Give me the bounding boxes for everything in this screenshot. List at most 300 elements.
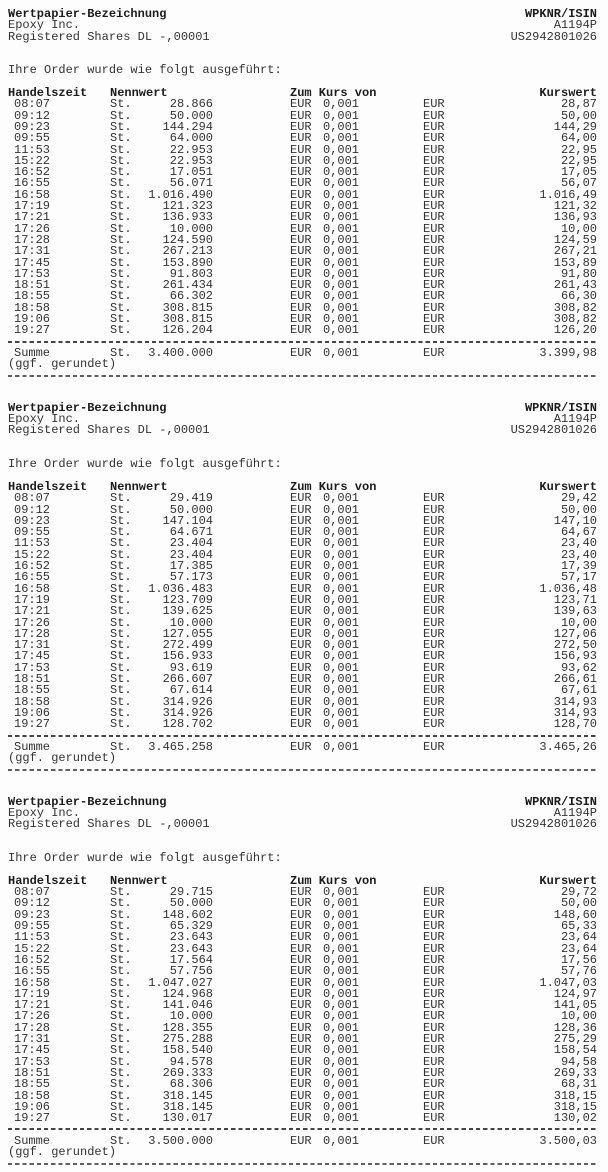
quantity: 314.926 (162, 694, 213, 709)
spacer (213, 921, 290, 932)
currency-label-2: EUR (423, 1009, 445, 1024)
spacer (359, 269, 423, 280)
unit-label: St. (110, 1054, 132, 1069)
trade-time: 17:26 (14, 615, 51, 630)
currency-label: EUR (290, 705, 312, 720)
col-zum-kurs-von: Zum Kurs von (290, 479, 377, 494)
identifier-info (511, 9, 597, 43)
trade-time: 18:51 (14, 278, 51, 293)
price: 0,001 (323, 153, 360, 168)
trade-time: 11:53 (14, 142, 51, 157)
price: 0,001 (323, 638, 360, 653)
currency-label: EUR (290, 570, 312, 585)
spacer (213, 887, 290, 898)
trade-time: 16:58 (14, 975, 51, 990)
spacer (213, 898, 290, 909)
spacer (359, 303, 423, 314)
price: 0,001 (323, 491, 360, 506)
spacer (359, 1000, 423, 1011)
trade-time: 17:28 (14, 626, 51, 641)
market-value: 10,00 (560, 221, 597, 236)
trade-time: 17:28 (14, 1020, 51, 1035)
quantity: 139.625 (162, 604, 213, 619)
market-value: 1.047,03 (539, 975, 597, 990)
market-value: 17,05 (560, 165, 597, 180)
currency-label: EUR (290, 626, 312, 641)
quantity: 124.590 (162, 232, 213, 247)
currency-label: EUR (290, 119, 312, 134)
col-nennwert: Nennwert (110, 479, 168, 494)
sum-currency-label: EUR (290, 345, 312, 360)
trade-time: 16:55 (14, 176, 51, 191)
price: 0,001 (323, 694, 360, 709)
trade-time: 09:12 (14, 896, 51, 911)
price: 0,001 (323, 1099, 360, 1114)
quantity: 57.173 (169, 570, 213, 585)
currency-label: EUR (290, 278, 312, 293)
spacer (213, 269, 290, 280)
sum-currency-label-2: EUR (423, 1133, 445, 1148)
spacer (359, 651, 423, 662)
spacer (359, 1102, 423, 1113)
sum-quantity: 3.400.000 (148, 345, 213, 360)
wkn-value: A1194P (553, 412, 597, 427)
market-value: 23,40 (560, 536, 597, 551)
trade-time: 18:58 (14, 694, 51, 709)
quantity: 50.000 (169, 108, 213, 123)
spacer (213, 111, 290, 122)
trade-time: 17:31 (14, 1032, 51, 1047)
isin-value: US2942801026 (510, 423, 597, 438)
sum-quantity: 3.500.000 (148, 1133, 213, 1148)
quantity: 126.204 (162, 323, 213, 338)
market-value: 10,00 (560, 1009, 597, 1024)
spacer (213, 538, 290, 549)
trade-time: 17:21 (14, 998, 51, 1013)
unit-label: St. (110, 165, 132, 180)
market-value: 308,82 (553, 300, 597, 315)
trade-time: 17:45 (14, 649, 51, 664)
wpknr-isin-label: WPKNR/ISIN (524, 794, 597, 809)
unit-label: St. (110, 896, 132, 911)
order-block (8, 400, 597, 771)
unit-label: St. (110, 97, 132, 112)
security-info (8, 400, 210, 438)
market-value: 23,40 (560, 547, 597, 562)
trade-time: 17:31 (14, 244, 51, 259)
price: 0,001 (323, 615, 360, 630)
price: 0,001 (323, 289, 360, 304)
unit-label: St. (110, 1088, 132, 1103)
currency-label: EUR (290, 266, 312, 281)
dashed-separator-top (8, 1128, 597, 1130)
quantity: 10.000 (169, 615, 213, 630)
spacer (213, 133, 290, 144)
market-value: 66,30 (560, 289, 597, 304)
security-header (8, 400, 597, 438)
currency-label-2: EUR (423, 1077, 445, 1092)
quantity: 91.803 (169, 266, 213, 281)
col-handelszeit: Handelszeit (8, 86, 88, 101)
currency-label: EUR (290, 581, 312, 596)
spacer (213, 550, 290, 561)
spacer (359, 156, 423, 167)
security-description: Registered Shares DL -,00001 (8, 29, 210, 44)
price: 0,001 (323, 683, 360, 698)
price: 0,001 (323, 649, 360, 664)
quantity: 318.145 (162, 1099, 213, 1114)
sum-market-value: 3.500,03 (539, 1133, 597, 1148)
spacer (359, 314, 423, 325)
trade-time: 15:22 (14, 153, 51, 168)
currency-label: EUR (290, 323, 312, 338)
market-value: 124,59 (553, 232, 597, 247)
quantity: 1.036.483 (148, 581, 213, 596)
quantity: 144.294 (162, 119, 213, 134)
spacer (359, 550, 423, 561)
trade-time: 08:07 (14, 97, 51, 112)
quantity: 1.016.490 (148, 187, 213, 202)
spacer (359, 618, 423, 629)
spacer (213, 280, 290, 291)
unit-label: St. (110, 244, 132, 259)
quantity: 57.756 (169, 964, 213, 979)
unit-label: St. (110, 952, 132, 967)
spacer (213, 190, 290, 201)
table-row (8, 325, 597, 336)
identifier-info (510, 794, 597, 832)
spacer (213, 708, 290, 719)
unit-label: St. (110, 131, 132, 146)
currency-label: EUR (290, 221, 312, 236)
spacer (213, 505, 290, 516)
market-value: 267,21 (553, 244, 597, 259)
order-execution-document (8, 9, 597, 1165)
spacer (213, 201, 290, 212)
wkn-value: A1194P (553, 806, 597, 821)
market-value: 64,67 (560, 525, 597, 540)
sum-market-value: 3.465,26 (539, 739, 597, 754)
currency-label-2: EUR (423, 199, 445, 214)
trade-time: 19:27 (14, 323, 51, 338)
security-info (8, 794, 210, 832)
quantity: 141.046 (162, 998, 213, 1013)
trade-time: 17:21 (14, 604, 51, 619)
trade-time: 16:52 (14, 952, 51, 967)
spacer (359, 898, 423, 909)
price: 0,001 (323, 1020, 360, 1035)
trade-time: 16:55 (14, 570, 51, 585)
quantity: 23.404 (169, 547, 213, 562)
trade-time: 17:21 (14, 210, 51, 225)
spacer (359, 201, 423, 212)
security-name: Epoxy Inc. (8, 806, 81, 821)
spacer (213, 156, 290, 167)
currency-label-2: EUR (423, 896, 445, 911)
spacer (213, 246, 290, 257)
price: 0,001 (323, 660, 360, 675)
sum-price: 0,001 (323, 345, 360, 360)
currency-label: EUR (290, 1099, 312, 1114)
spacer (213, 651, 290, 662)
price: 0,001 (323, 885, 360, 900)
currency-label: EUR (290, 513, 312, 528)
spacer (359, 989, 423, 1000)
market-value: 10,00 (560, 615, 597, 630)
rounded-note: (ggf. gerundet) (8, 357, 117, 372)
market-value: 50,00 (560, 896, 597, 911)
currency-label-2: EUR (423, 131, 445, 146)
currency-label: EUR (290, 683, 312, 698)
unit-label: St. (110, 705, 132, 720)
price: 0,001 (323, 300, 360, 315)
quantity: 10.000 (169, 1009, 213, 1024)
col-kurswert: Kurswert (539, 86, 597, 101)
spacer (359, 505, 423, 516)
unit-label: St. (110, 592, 132, 607)
trade-time: 15:22 (14, 547, 51, 562)
dashed-separator-bottom (8, 375, 597, 377)
spacer (213, 618, 290, 629)
quantity: 136.933 (162, 210, 213, 225)
trade-time: 17:53 (14, 660, 51, 675)
spacer (213, 966, 290, 977)
col-nennwert: Nennwert (110, 873, 168, 888)
price: 0,001 (323, 592, 360, 607)
spacer (213, 1034, 290, 1045)
unit-label: St. (110, 694, 132, 709)
trade-time: 09:55 (14, 919, 51, 934)
execution-intro: Ihre Order wurde wie folgt ausgeführt: (8, 457, 282, 472)
dashed-separator-bottom (8, 1163, 597, 1165)
price: 0,001 (323, 165, 360, 180)
quantity: 65.329 (169, 919, 213, 934)
currency-label: EUR (290, 717, 312, 732)
currency-label-2: EUR (423, 683, 445, 698)
spacer (213, 258, 290, 269)
spacer (213, 122, 290, 133)
spacer (213, 978, 290, 989)
security-header (8, 794, 597, 832)
quantity: 158.540 (162, 1043, 213, 1058)
price: 0,001 (323, 1077, 360, 1092)
trade-time: 19:06 (14, 312, 51, 327)
spacer (359, 291, 423, 302)
spacer (359, 235, 423, 246)
execution-intro: Ihre Order wurde wie folgt ausgeführt: (8, 851, 282, 866)
quantity: 29.419 (169, 491, 213, 506)
unit-label: St. (110, 638, 132, 653)
unit-label: St. (110, 919, 132, 934)
spacer (213, 685, 290, 696)
spacer (213, 561, 290, 572)
col-handelszeit: Handelszeit (8, 873, 88, 888)
sum-unit-label: St. (110, 345, 132, 360)
quantity: 314.926 (162, 705, 213, 720)
unit-label: St. (110, 1077, 132, 1092)
trade-time: 19:27 (14, 1111, 51, 1126)
trade-time: 18:58 (14, 300, 51, 315)
wpknr-isin-label: WPKNR/ISIN (524, 7, 597, 21)
quantity: 147.104 (162, 513, 213, 528)
spacer (359, 246, 423, 257)
security-name: Epoxy Inc. (8, 18, 81, 33)
quantity: 22.953 (169, 142, 213, 157)
spacer (213, 640, 290, 651)
unit-label: St. (110, 502, 132, 517)
execution-intro: Ihre Order wurde wie folgt ausgeführt: (8, 63, 282, 78)
trade-time: 17:19 (14, 199, 51, 214)
price: 0,001 (323, 108, 360, 123)
spacer (213, 1057, 290, 1068)
spacer (359, 1011, 423, 1022)
currency-label: EUR (290, 604, 312, 619)
spacer (213, 178, 290, 189)
price: 0,001 (323, 199, 360, 214)
currency-label: EUR (290, 1077, 312, 1092)
spacer (213, 955, 290, 966)
spacer (359, 516, 423, 527)
spacer (213, 1023, 290, 1034)
unit-label: St. (110, 907, 132, 922)
currency-label-2: EUR (423, 998, 445, 1013)
currency-label-2: EUR (423, 885, 445, 900)
spacer (359, 606, 423, 617)
execution-rows (8, 99, 597, 336)
sum-unit-label: St. (110, 1133, 132, 1148)
market-value: 147,10 (553, 513, 597, 528)
unit-label: St. (110, 941, 132, 956)
trade-time: 17:31 (14, 638, 51, 653)
price: 0,001 (323, 1054, 360, 1069)
unit-label: St. (110, 986, 132, 1001)
currency-label-2: EUR (423, 536, 445, 551)
spacer (359, 978, 423, 989)
wpknr-isin-label: WPKNR/ISIN (524, 400, 597, 415)
currency-label-2: EUR (423, 559, 445, 574)
quantity: 308.815 (162, 300, 213, 315)
currency-label-2: EUR (423, 660, 445, 675)
quantity: 10.000 (169, 221, 213, 236)
currency-label-2: EUR (423, 1111, 445, 1126)
spacer (213, 989, 290, 1000)
security-info (8, 9, 210, 43)
currency-label-2: EUR (423, 919, 445, 934)
trade-time: 08:07 (14, 491, 51, 506)
market-value: 148,60 (553, 907, 597, 922)
unit-label: St. (110, 323, 132, 338)
currency-label: EUR (290, 300, 312, 315)
unit-label: St. (110, 1020, 132, 1035)
currency-label: EUR (290, 187, 312, 202)
market-value: 29,72 (560, 885, 597, 900)
spacer (213, 527, 290, 538)
unit-label: St. (110, 312, 132, 327)
spacer (359, 325, 423, 336)
market-value: 91,80 (560, 266, 597, 281)
security-header (8, 9, 597, 43)
market-value: 128,36 (553, 1020, 597, 1035)
unit-label: St. (110, 255, 132, 270)
quantity: 50.000 (169, 896, 213, 911)
quantity: 148.602 (162, 907, 213, 922)
sum-quantity: 3.465.258 (148, 739, 213, 754)
trade-time: 19:06 (14, 705, 51, 720)
currency-label: EUR (290, 153, 312, 168)
price: 0,001 (323, 244, 360, 259)
unit-label: St. (110, 199, 132, 214)
unit-label: St. (110, 1009, 132, 1024)
currency-label: EUR (290, 885, 312, 900)
currency-label: EUR (290, 1043, 312, 1058)
currency-label-2: EUR (423, 615, 445, 630)
currency-label-2: EUR (423, 672, 445, 687)
dashed-separator-bottom (8, 769, 597, 771)
unit-label: St. (110, 513, 132, 528)
spacer (213, 1000, 290, 1011)
currency-label: EUR (290, 660, 312, 675)
currency-label-2: EUR (423, 300, 445, 315)
market-value: 318,15 (553, 1099, 597, 1114)
quantity: 275.288 (162, 1032, 213, 1047)
currency-label-2: EUR (423, 1043, 445, 1058)
currency-label: EUR (290, 1088, 312, 1103)
rounded-note: (ggf. gerundet) (8, 751, 117, 766)
price: 0,001 (323, 513, 360, 528)
spacer (359, 932, 423, 943)
price: 0,001 (323, 119, 360, 134)
quantity: 261.434 (162, 278, 213, 293)
spacer (359, 224, 423, 235)
currency-label: EUR (290, 559, 312, 574)
price: 0,001 (323, 930, 360, 945)
trade-time: 09:55 (14, 525, 51, 540)
unit-label: St. (110, 615, 132, 630)
market-value: 136,93 (553, 210, 597, 225)
trade-time: 09:12 (14, 108, 51, 123)
spacer (213, 1011, 290, 1022)
quantity: 308.815 (162, 312, 213, 327)
price: 0,001 (323, 232, 360, 247)
spacer (359, 595, 423, 606)
unit-label: St. (110, 187, 132, 202)
currency-label: EUR (290, 615, 312, 630)
currency-label-2: EUR (423, 97, 445, 112)
price: 0,001 (323, 210, 360, 225)
currency-label-2: EUR (423, 1099, 445, 1114)
price: 0,001 (323, 266, 360, 281)
market-value: 158,54 (553, 1043, 597, 1058)
sum-label: Summe (14, 345, 51, 360)
market-value: 68,31 (560, 1077, 597, 1092)
currency-label-2: EUR (423, 176, 445, 191)
currency-label-2: EUR (423, 153, 445, 168)
currency-label-2: EUR (423, 491, 445, 506)
quantity: 64.000 (169, 131, 213, 146)
spacer (359, 1079, 423, 1090)
unit-label: St. (110, 119, 132, 134)
market-value: 50,00 (560, 108, 597, 123)
trade-time: 09:23 (14, 119, 51, 134)
currency-label: EUR (290, 1054, 312, 1069)
wkn-value: A1194P (553, 18, 597, 33)
unit-label: St. (110, 604, 132, 619)
currency-label-2: EUR (423, 964, 445, 979)
currency-label-2: EUR (423, 547, 445, 562)
price: 0,001 (323, 97, 360, 112)
quantity: 64.671 (169, 525, 213, 540)
trade-time: 09:23 (14, 513, 51, 528)
